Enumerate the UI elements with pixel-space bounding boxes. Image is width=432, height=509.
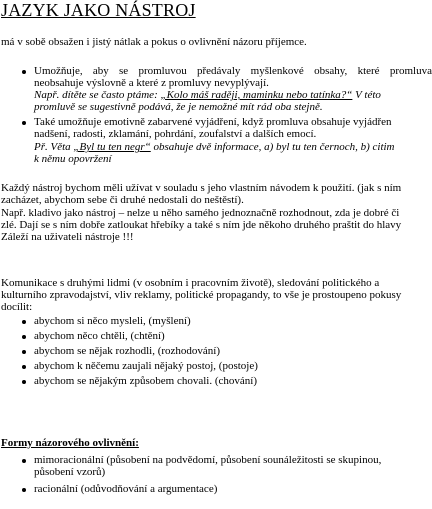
bullet-icon: [22, 335, 26, 339]
aim-item: abychom se nějak rozhodli, (rozhodování): [34, 345, 221, 357]
bullet-icon: [22, 70, 26, 74]
example-suffix: V této: [352, 89, 381, 101]
bullet-icon: [22, 121, 26, 125]
paragraph2-line5: Záleží na uživateli nástroje !!!: [1, 231, 134, 243]
example-prefix: Př. Věta: [34, 141, 74, 153]
example-suffix: obsahuje dvě informace, a) byl tu ten černoch, b) citim: [150, 141, 395, 153]
bullet1-example-line1: [34, 89, 381, 101]
aim-item: abychom se nějakým způsobem chovali. (chování): [34, 375, 257, 387]
paragraph2-line4: zlé. Dají se s ním dobře zatloukat hřebíky a také s ním jde někoho druhého praštit do hlavy: [1, 219, 402, 231]
aim-item: abychom k něčemu zaujali nějaký postoj, (postoje): [34, 360, 258, 372]
bullet1-line1: Umožňuje, aby se promluvou předávaly myšlenkové obsahy, které promluva: [34, 65, 432, 77]
bullet-icon: [22, 459, 26, 463]
bullet-icon: [22, 350, 26, 354]
bullet-icon: [22, 320, 26, 324]
paragraph2-line1: Každý nástroj bychom měli užívat v souladu s jeho vlastním návodem k použití. (jak s ním: [1, 182, 402, 194]
bullet2-example-line2: k němu opovržení: [34, 153, 112, 165]
forms-heading: Formy názorového ovlivnění:: [1, 437, 139, 449]
bullet-icon: [22, 380, 26, 384]
paragraph3-line3: docílit:: [1, 301, 33, 313]
example-quote: „Byl tu ten negr“: [73, 141, 151, 153]
aim-item: abychom něco chtěli, (chtění): [34, 330, 165, 342]
paragraph2-line2: zacházet, abychom sebe či druhé nedostali do neštěstí).: [1, 194, 244, 206]
bullet2-example-line1: [34, 141, 395, 153]
bullet1-example-line2: promluvě se sugestivně podává, že je nemožné mít rád oba stejně.: [34, 101, 323, 113]
intro-text: má v sobě obsažen i jistý nátlak a pokus o ovlivnění názoru příjemce.: [1, 36, 307, 48]
paragraph3-line2: kulturního zpravodajství, vliv reklamy, politické propagandy, to vše je prostoupeno pokusy: [1, 289, 402, 301]
bullet-icon: [22, 365, 26, 369]
forms-item2: racionální (odůvodňování a argumentace): [34, 483, 218, 495]
aim-item: abychom si něco mysleli, (myšlení): [34, 315, 191, 327]
page-title: JAZYK JAKO NÁSTROJ: [1, 0, 196, 20]
example-prefix: Např. dítěte se často ptáme:: [34, 89, 161, 101]
bullet2-line2: nadšení, radosti, zklamání, pohrdání, zoufalství a dalších emocí.: [34, 128, 317, 140]
paragraph2-line3: Např. kladivo jako nástroj – nelze u něho samého jednoznačně rozhodnout, zda je dobré či: [1, 207, 400, 219]
bullet2-line1: Také umožňuje emotivně zabarvené vyjádření, když promluva obsahuje vyjádřen: [34, 116, 392, 128]
forms-item1-line2: působení vzorů): [34, 466, 106, 478]
bullet-icon: [22, 488, 26, 492]
forms-item1-line1: mimoracionální (působení na podvědomí, působení sounáležitosti se skupinou,: [34, 454, 382, 466]
example-quote: „Kolo máš raději, maminku nebo tatínka?“: [160, 89, 353, 101]
bullet1-line2: neobsahuje výslovně a které z promluvy nevyplývají.: [34, 77, 269, 89]
paragraph3-line1: Komunikace s druhými lidmi (v osobním i pracovním životě), sledování politického a: [1, 277, 380, 289]
